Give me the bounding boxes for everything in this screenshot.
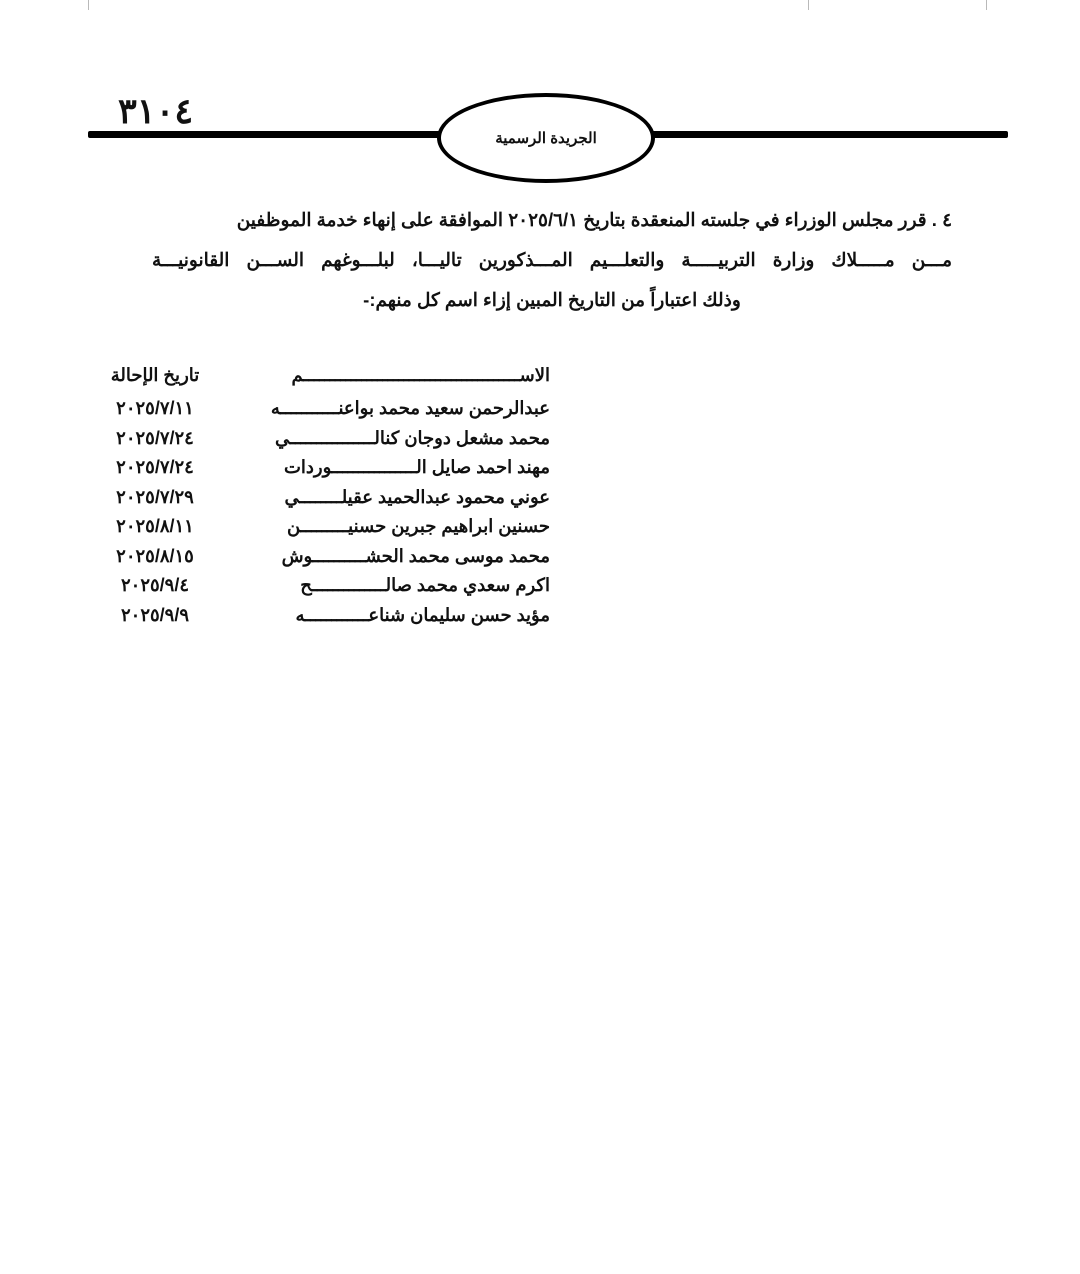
clause-line-1: ٤ . قرر مجلس الوزراء في جلسته المنعقدة بتاريخ ٢٠٢٥/٦/١ الموافقة على إنهاء خدمة الموظفين (236, 209, 952, 230)
page-header (0, 86, 1080, 166)
table-row (0, 546, 1080, 576)
gazette-seal-label: الجريدة الرسمية (495, 130, 597, 147)
table-row (0, 457, 1080, 487)
employees-table (0, 365, 1080, 634)
cell-name: عبدالرحمن سعيد محمد بواعنـــــــــــه (270, 398, 550, 418)
table-row (0, 398, 1080, 428)
cell-name: اكرم سعدي محمد صالــــــــــــــح (300, 575, 550, 595)
clause-paragraph (152, 200, 952, 320)
table-row (0, 605, 1080, 635)
cell-name: عوني محمود عبدالحميد عقيلــــــــي (284, 486, 550, 507)
table-row (0, 428, 1080, 458)
cell-name: محمد مشعل دوجان كنالــــــــــــــــي (274, 427, 550, 448)
table-header-row (0, 365, 1080, 398)
table-row (0, 487, 1080, 517)
column-header-date: تاريخ الإحالة (110, 365, 200, 385)
column-header-name: الاســـــــــــــــــــــــــــــــــــــــــم (291, 365, 550, 385)
cell-date: ٢٠٢٥/٨/١١ (116, 516, 194, 536)
clause-line-3: وذلك اعتباراً من التاريخ المبين إزاء اسم كل منهم:- (363, 289, 741, 310)
cell-name: مهند احمد صايل الــــــــــــــــوردات (283, 457, 550, 477)
cell-date: ٢٠٢٥/٧/٢٤ (116, 427, 194, 448)
cell-date: ٢٠٢٥/٩/٤ (120, 575, 189, 595)
cell-name: مؤيد حسن سليمان شناعــــــــــــه (295, 604, 550, 625)
gazette-seal (437, 93, 655, 183)
table-row (0, 575, 1080, 605)
page-number: ٣١٠٤ (118, 92, 194, 131)
cell-date: ٢٠٢٥/٨/١٥ (116, 545, 194, 566)
cell-date: ٢٠٢٥/٩/٩ (120, 604, 189, 625)
cell-date: ٢٠٢٥/٧/١١ (116, 398, 194, 418)
cell-name: حسنين ابراهيم جبرين حسنيـــــــــن (286, 516, 550, 536)
cell-date: ٢٠٢٥/٧/٢٤ (116, 457, 194, 477)
cell-name: محمد موسى محمد الحشــــــــــوش (281, 545, 550, 566)
table-row (0, 516, 1080, 546)
clause-line-2: مـــن مـــــلاك وزارة التربيـــــة والتعلـــيم المـــذكورين تاليـــا، لبلـــوغهم الســـن القانونيـــة (152, 249, 952, 270)
cell-date: ٢٠٢٥/٧/٢٩ (116, 486, 194, 507)
